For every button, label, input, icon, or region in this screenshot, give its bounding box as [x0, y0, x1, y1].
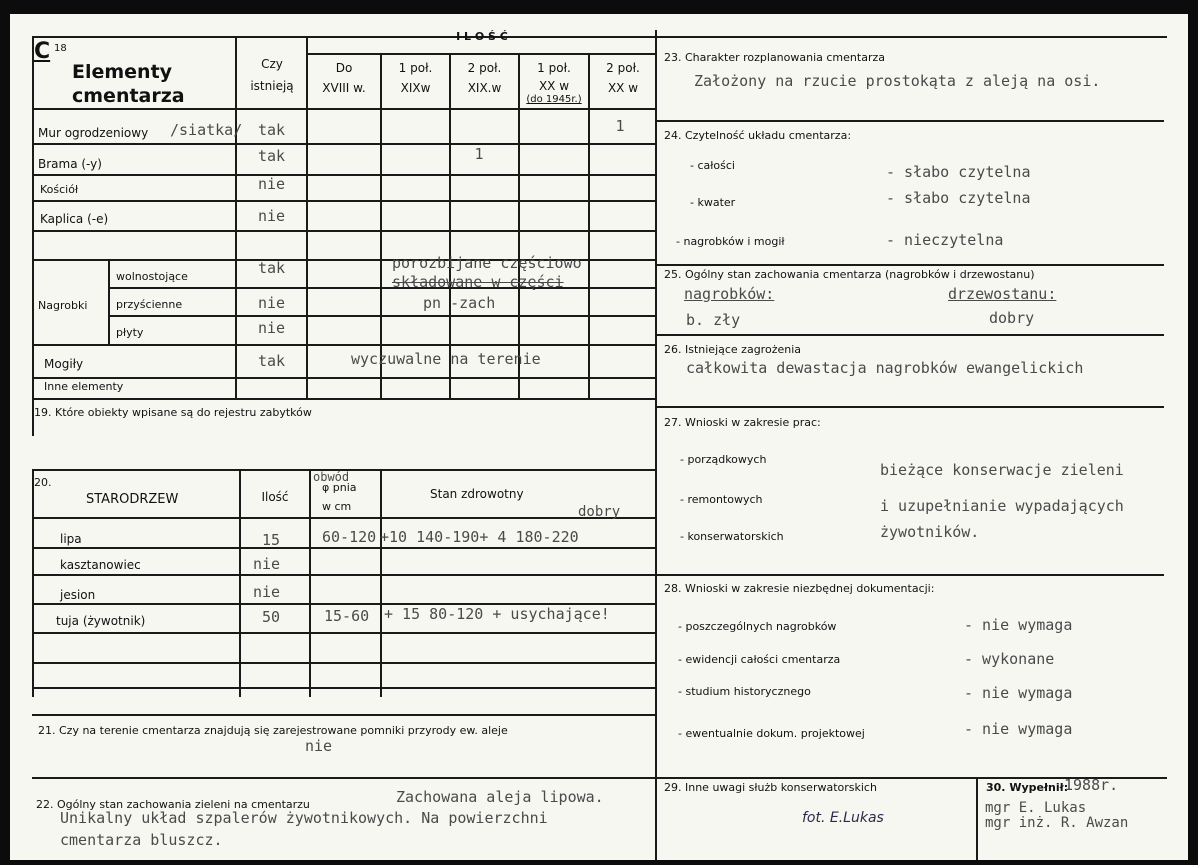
q26-label: 26. Istniejące zagrożenia — [664, 343, 802, 356]
q27-answer-1: bieżące konserwacje zieleni — [880, 461, 1124, 479]
col-do-2: XVIII w. — [322, 81, 366, 95]
rule — [32, 344, 656, 346]
starodrzew-header: STARODRZEW — [86, 492, 179, 507]
rule — [32, 174, 656, 176]
title-line1: Elementy — [72, 61, 173, 83]
rule — [32, 687, 656, 689]
rule — [449, 54, 451, 399]
q28-value-2: - nie wymaga — [964, 684, 1073, 702]
q24-value-1: - słabo czytelna — [886, 189, 1031, 207]
q27-item-2: - konserwatorskich — [680, 530, 784, 543]
przyscienne-note: pn -zach — [423, 294, 496, 312]
rule — [32, 36, 34, 436]
mur-value: tak — [258, 121, 286, 139]
col-2pol-xix-2: XIX.w — [467, 81, 502, 95]
q30-year: 1988r. — [1064, 776, 1119, 794]
plyty-value: nie — [258, 319, 286, 337]
q26-answer: całkowita dewastacja nagrobków ewangelickich — [686, 359, 1084, 377]
kosciol-value: nie — [258, 175, 286, 193]
q24-label: 24. Czytelność układu cmentarza: — [664, 129, 852, 142]
q30-person-1: mgr E. Lukas — [985, 800, 1087, 816]
q27-answer-2: i uzupełnianie wypadających — [880, 497, 1124, 515]
tree-name-2: jesion — [60, 588, 96, 602]
starodrzew-num: 20. — [34, 476, 52, 489]
q22-line3: cmentarza bluszcz. — [60, 831, 223, 849]
rule — [656, 120, 1164, 122]
rule — [32, 108, 656, 110]
q28-item-3: - ewentualnie dokum. projektowej — [678, 727, 865, 740]
q21-answer: nie — [305, 737, 333, 755]
card-number: 18 — [54, 43, 67, 54]
stan-note: dobry — [578, 504, 621, 520]
q28-value-1: - wykonane — [964, 650, 1055, 668]
q23-answer: Założony na rzucie prostokąta z aleją na osi. — [694, 72, 1101, 90]
mogily-label: Mogiły — [44, 357, 84, 371]
stan-header: Stan zdrowotny — [430, 487, 524, 501]
q22-line1: Zachowana aleja lipowa. — [396, 788, 604, 806]
col-2pol-xx-2: XX w — [607, 81, 639, 95]
brama-count: 1 — [474, 145, 484, 163]
rule — [32, 632, 656, 634]
col-czy1: Czy — [261, 57, 283, 71]
tree-wcm-0: 60-120 — [322, 528, 377, 546]
q22-line2: Unikalny układ szpalerów żywotnikowych. Na powierzchni — [60, 809, 548, 827]
q28-value-3: - nie wymaga — [964, 720, 1073, 738]
rule — [976, 777, 978, 860]
rule — [108, 259, 110, 344]
q27-answer-3: żywotników. — [880, 523, 980, 541]
q24-item-1: - kwater — [690, 196, 736, 209]
q28-value-0: - nie wymaga — [964, 616, 1073, 634]
q24-value-0: - słabo czytelna — [886, 163, 1031, 181]
tree-ilosc-3: 50 — [262, 608, 281, 626]
title-line2: cmentarza — [72, 85, 185, 107]
q24-item-0: - całości — [690, 159, 735, 172]
tree-wcm-3: 15-60 — [324, 607, 370, 625]
q19-label: 19. Które obiekty wpisane są do rejestru zabytków — [34, 406, 312, 419]
q21-label: 21. Czy na terenie cmentarza znajdują się zarejestrowane pomniki przyrody ew. aleje — [38, 724, 508, 737]
center-divider — [655, 30, 657, 860]
rule — [108, 287, 656, 289]
mur-count: 1 — [615, 117, 625, 135]
q28-item-2: - studium historycznego — [678, 685, 811, 698]
tree-name-3: tuja (żywotnik) — [56, 614, 146, 628]
record-card — [10, 14, 1188, 860]
mur-label: Mur ogrodzeniowy — [38, 126, 149, 140]
wolnostojace-value: tak — [258, 259, 286, 277]
q25-header-drzewostan: drzewostanu: — [948, 285, 1057, 303]
brama-value: tak — [258, 147, 286, 165]
rule — [32, 662, 656, 664]
q25-value-nagrobki: b. zły — [686, 311, 741, 329]
col-1pol-xix: 1 poł. — [398, 61, 433, 75]
rule — [32, 143, 656, 145]
q30-label: 30. Wypełnił: — [986, 781, 1069, 794]
q25-label: 25. Ogólny stan zachowania cmentarza (nagrobków i drzewostanu) — [664, 268, 1035, 281]
rule — [108, 315, 656, 317]
wolnostojace-note: porozbijane częściowo — [392, 254, 582, 272]
q27-item-0: - porządkowych — [680, 453, 767, 466]
mur-extra: /siatka/ — [170, 121, 243, 139]
inne-label: Inne elementy — [44, 380, 124, 393]
tree-stan-3: + 15 80-120 + usychające! — [384, 605, 610, 623]
brama-label: Brama (-y) — [38, 157, 102, 171]
col-1pol-xx-3: (do 1945r.) — [526, 94, 582, 105]
q27-item-1: - remontowych — [680, 493, 763, 506]
rule — [656, 574, 1164, 576]
obwod-note: obwód — [313, 470, 350, 484]
q28-item-1: - ewidencji całości cmentarza — [678, 653, 841, 666]
wolnostojace-note-struck: składowane w części — [392, 273, 564, 291]
q24-value-2: - nieczytelna — [886, 231, 1004, 249]
tree-name-0: lipa — [60, 532, 82, 546]
wolnostojace-label: wolnostojące — [116, 270, 188, 283]
kosciol-label: Kościół — [40, 183, 79, 196]
rule — [656, 264, 1164, 266]
rule — [588, 54, 590, 399]
rule — [32, 398, 656, 400]
q27-label: 27. Wnioski w zakresie prac: — [664, 416, 821, 429]
tree-ilosc-2: nie — [253, 583, 281, 601]
rule — [656, 406, 1164, 408]
q23-label: 23. Charakter rozplanowania cmentarza — [664, 51, 885, 64]
col-czy2: istnieją — [250, 79, 294, 93]
plyty-label: płyty — [116, 326, 144, 339]
kaplica-value: nie — [258, 207, 286, 225]
mogily-value: tak — [258, 352, 286, 370]
col-1pol-xix-2: XIXw — [400, 81, 431, 95]
q25-header-nagrobki: nagrobków: — [684, 285, 775, 303]
rule — [306, 53, 656, 55]
signature: fot. E.Lukas — [802, 810, 884, 826]
mogily-note: wyczuwalne na terenie — [351, 350, 541, 368]
rule — [32, 230, 656, 232]
q24-item-2: - nagrobków i mogił — [676, 235, 785, 248]
q28-item-0: - poszczególnych nagrobków — [678, 620, 837, 633]
q29-label: 29. Inne uwagi służb konserwatorskich — [664, 781, 877, 794]
col-2pol-xix: 2 poł. — [467, 61, 502, 75]
q25-value-drzewostan: dobry — [989, 309, 1035, 327]
tree-stan-0: +10 140-190+ 4 180-220 — [380, 528, 579, 546]
rule — [32, 200, 656, 202]
rule — [380, 54, 382, 399]
q28-label: 28. Wnioski w zakresie niezbędnej dokumentacji: — [664, 582, 935, 595]
rule — [32, 547, 656, 549]
kaplica-label: Kaplica (-e) — [40, 212, 109, 226]
col-1pol-xx-2: XX w — [538, 79, 570, 93]
rule — [32, 714, 656, 716]
przyscienne-value: nie — [258, 294, 286, 312]
rule — [32, 574, 656, 576]
wcm-header: w cm — [322, 500, 352, 513]
nagrobki-label: Nagrobki — [38, 299, 88, 312]
rule — [32, 777, 1167, 779]
q30-person-2: mgr inż. R. Awzan — [985, 815, 1129, 831]
ilosc-header: I L O Ś Ć — [456, 30, 508, 43]
pnia-header: φ pnia — [322, 481, 357, 494]
col-1pol-xx: 1 poł. — [537, 61, 571, 75]
tree-ilosc-0: 15 — [262, 531, 281, 549]
ilosc-header: Ilość — [261, 490, 289, 504]
przyscienne-label: przyścienne — [116, 298, 183, 311]
rule — [32, 377, 656, 379]
tree-name-1: kasztanowiec — [60, 558, 141, 572]
col-2pol-xx: 2 poł. — [606, 61, 640, 75]
rule — [32, 517, 656, 519]
tree-ilosc-1: nie — [253, 555, 281, 573]
q22-label: 22. Ogólny stan zachowania zieleni na cmentarzu — [36, 798, 310, 811]
rule — [518, 54, 520, 399]
rule — [656, 334, 1164, 336]
card-letter: C — [34, 39, 51, 64]
col-do: Do — [335, 61, 353, 75]
